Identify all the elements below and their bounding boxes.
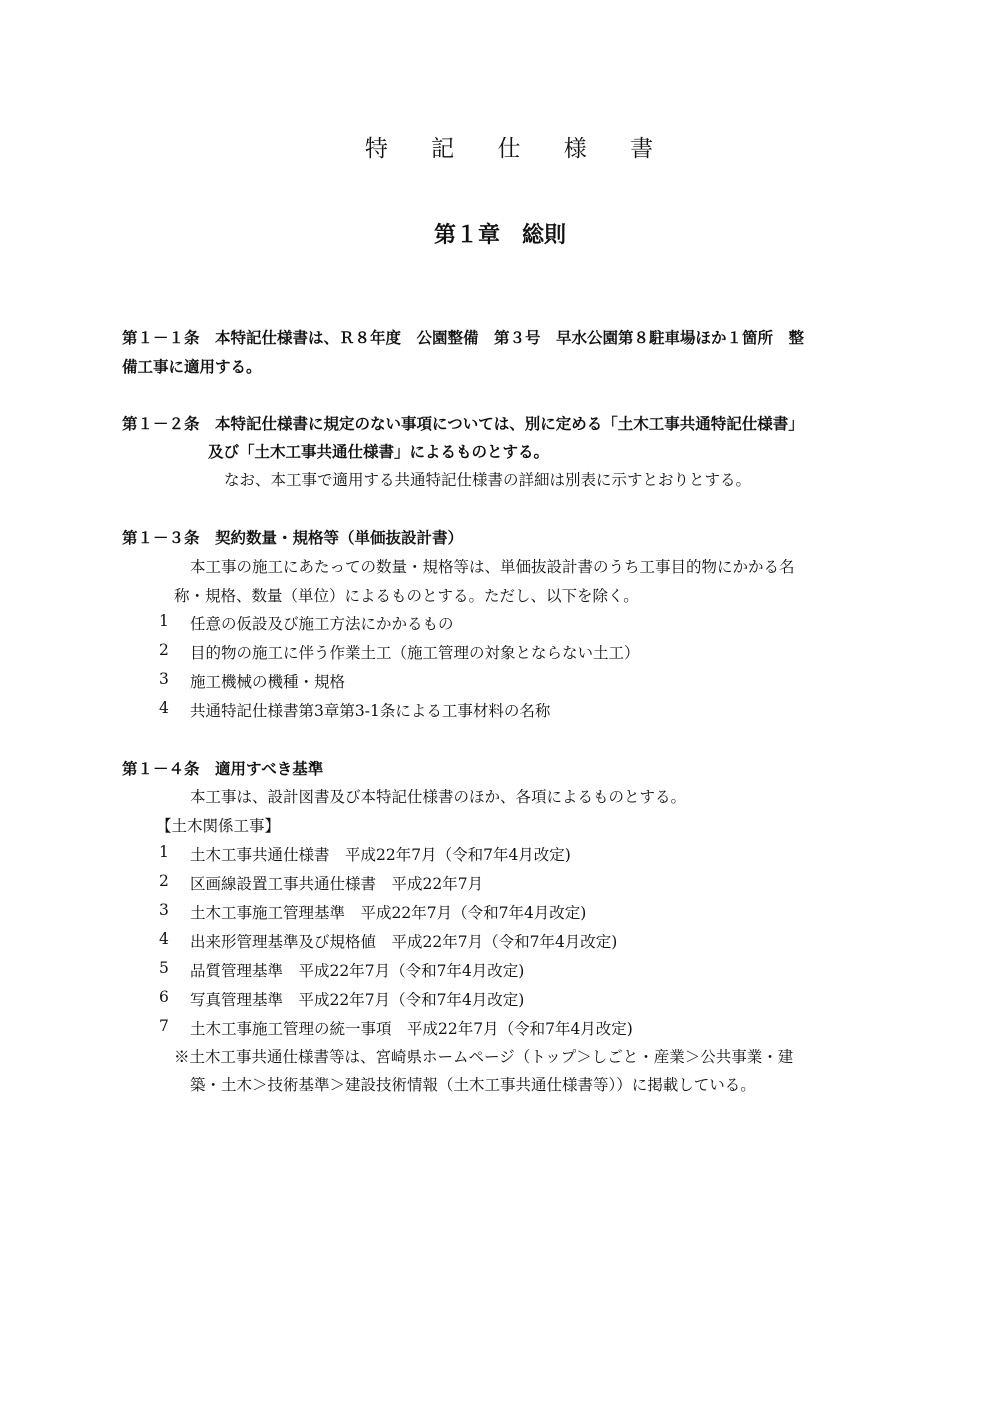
list-item-text: 品質管理基準 平成22年7月（令和7年4月改定)	[190, 962, 525, 980]
article-1-3-body-1: 本工事の施工にあたっての数量・規格等は、単価抜設計書のうち工事目的物にかかる名	[190, 558, 795, 576]
list-item-number: 7	[159, 1017, 169, 1035]
article-1-3-body-2: 称・規格、数量（単位）によるものとする。ただし、以下を除く。	[174, 587, 639, 605]
article-1-2-note: なお、本工事で適用する共通特記仕様書の詳細は別表に示すとおりとする。	[224, 471, 752, 489]
list-item-number: 3	[159, 901, 169, 919]
list-item-number: 2	[159, 872, 169, 890]
list-item-text: 施工機械の機種・規格	[190, 673, 346, 691]
chapter-heading: 第１章 総則	[433, 223, 566, 248]
list-item-number: 4	[159, 930, 169, 948]
article-1-3-heading: 第１－３条 契約数量・規格等（単価抜設計書）	[122, 529, 464, 547]
list-item-text: 目的物の施工に伴う作業土工（施工管理の対象とならない土工）	[190, 644, 640, 662]
reference-note-line-1: ※土木工事共通仕様書等は、宮崎県ホームページ（トップ＞しごと・産業＞公共事業・建	[174, 1048, 794, 1066]
list-item-text: 任意の仮設及び施工方法にかかるもの	[190, 615, 454, 633]
category-label: 【土木関係工事】	[156, 817, 281, 835]
list-item-text: 区画線設置工事共通仕様書 平成22年7月	[190, 875, 484, 893]
list-item-number: 1	[159, 843, 169, 861]
list-item-number: 3	[159, 670, 169, 688]
reference-note-line-2: 築・土木＞技術基準＞建設技術情報（土木工事共通仕様書等））に掲載している。	[190, 1076, 756, 1094]
list-item-number: 1	[159, 612, 169, 630]
article-1-1-line-2: 備工事に適用する。	[122, 358, 262, 376]
article-1-2-line-2: 及び「土木工事共通仕様書」によるものとする。	[208, 443, 550, 461]
article-1-2-line-1: 第１－２条 本特記仕様書に規定のない事項については、別に定める「土木工事共通特記仕様書」	[122, 415, 804, 433]
document-title: 特 記 仕 様 書	[364, 136, 672, 162]
article-1-4-heading: 第１－４条 適用すべき基準	[122, 760, 324, 778]
list-item-text: 写真管理基準 平成22年7月（令和7年4月改定)	[190, 991, 525, 1009]
list-item-text: 共通特記仕様書第3章第3-1条による工事材料の名称	[190, 702, 551, 720]
list-item-number: 5	[159, 959, 169, 977]
list-item-text: 土木工事共通仕様書 平成22年7月（令和7年4月改定)	[190, 846, 571, 864]
list-item-text: 土木工事施工管理基準 平成22年7月（令和7年4月改定)	[190, 904, 587, 922]
list-item-text: 土木工事施工管理の統一事項 平成22年7月（令和7年4月改定)	[190, 1020, 633, 1038]
list-item-number: 6	[159, 988, 169, 1006]
article-1-4-body: 本工事は、設計図書及び本特記仕様書のほか、各項によるものとする。	[190, 788, 687, 806]
list-item-text: 出来形管理基準及び規格値 平成22年7月（令和7年4月改定)	[190, 933, 618, 951]
article-1-1-line-1: 第１－１条 本特記仕様書は、Ｒ８年度 公園整備 第３号 早水公園第８駐車場ほか１箇所 整	[122, 329, 805, 347]
list-item-number: 4	[159, 699, 169, 717]
list-item-number: 2	[159, 641, 169, 659]
